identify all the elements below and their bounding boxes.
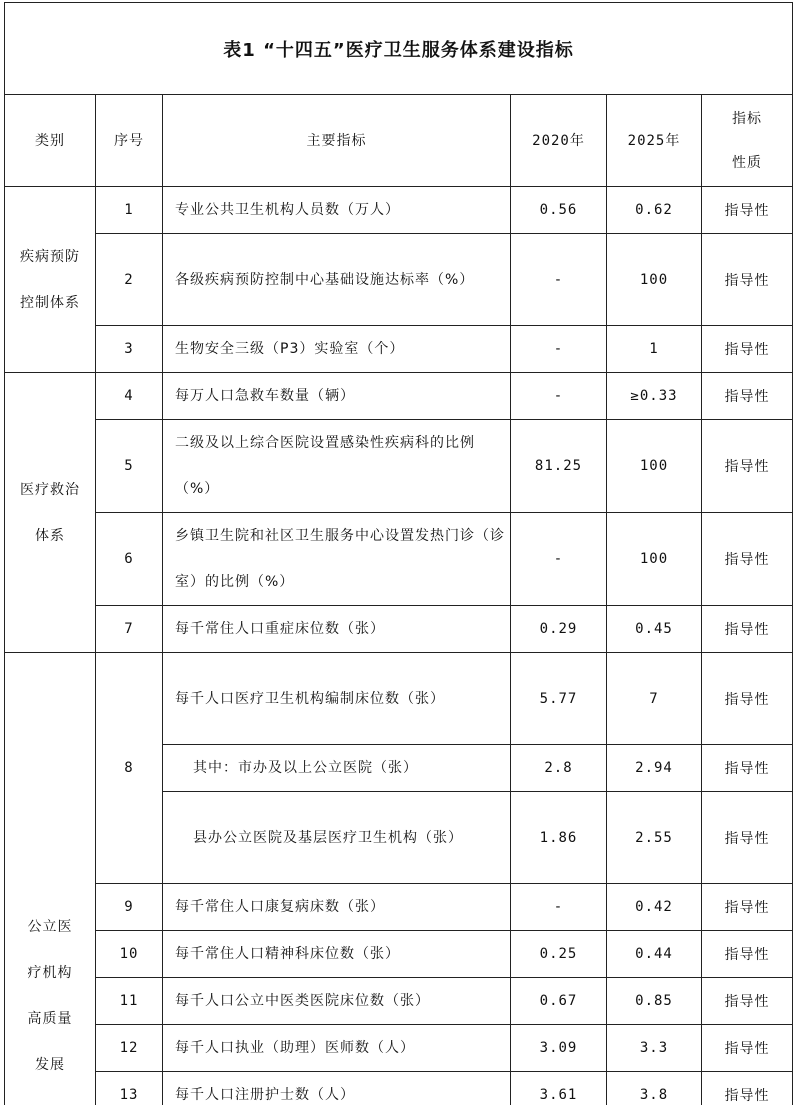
seq-cell: 3: [96, 326, 163, 373]
seq-cell: 10: [96, 931, 163, 978]
header-row: [5, 95, 793, 187]
value-2020-cell: 0.25: [511, 931, 607, 978]
seq-cell: 12: [96, 1025, 163, 1072]
seq-cell: 5: [96, 420, 163, 513]
nature-cell: 指导性: [702, 978, 793, 1025]
table-title: 表1 “十四五”医疗卫生服务体系建设指标: [5, 3, 793, 95]
header-indicator: 主要指标: [163, 95, 511, 187]
nature-cell: 指导性: [702, 745, 793, 792]
category-line: 高质量: [27, 1010, 73, 1027]
indicator-cell: 二级及以上综合医院设置感染性疾病科的比例（%）: [163, 420, 511, 513]
table-row: [5, 326, 793, 373]
value-2020-cell: 3.61: [511, 1072, 607, 1105]
category-line: 公立医: [27, 918, 73, 935]
nature-cell: 指导性: [702, 1072, 793, 1105]
category-line: 控制体系: [20, 294, 80, 311]
seq-cell: 8: [96, 653, 163, 884]
value-2025-cell: 1: [607, 326, 702, 373]
table-row: [5, 187, 793, 234]
header-category: 类别: [5, 95, 96, 187]
nature-cell: 指导性: [702, 513, 793, 606]
value-2020-cell: -: [511, 373, 607, 420]
table-row: [5, 653, 793, 745]
value-2020-cell: 5.77: [511, 653, 607, 745]
category-line: 发展: [35, 1056, 65, 1073]
nature-cell: 指导性: [702, 792, 793, 884]
value-2020-cell: 0.67: [511, 978, 607, 1025]
table-row: [5, 1072, 793, 1105]
table-row: [5, 513, 793, 606]
table-row: [5, 884, 793, 931]
category-line: 体系: [35, 527, 65, 544]
header-nature-line2: 性质: [732, 154, 762, 171]
value-2025-cell: 2.55: [607, 792, 702, 884]
seq-cell: 6: [96, 513, 163, 606]
seq-cell: 4: [96, 373, 163, 420]
nature-cell: 指导性: [702, 1025, 793, 1072]
value-2020-cell: 0.56: [511, 187, 607, 234]
nature-cell: 指导性: [702, 931, 793, 978]
value-2020-cell: -: [511, 326, 607, 373]
value-2025-cell: 7: [607, 653, 702, 745]
value-2020-cell: -: [511, 513, 607, 606]
nature-cell: 指导性: [702, 420, 793, 513]
table-row: [5, 234, 793, 326]
indicator-cell: 专业公共卫生机构人员数（万人）: [163, 187, 511, 234]
value-2025-cell: 0.45: [607, 606, 702, 653]
header-seq: 序号: [96, 95, 163, 187]
table-row: [5, 606, 793, 653]
indicator-cell: 各级疾病预防控制中心基础设施达标率（%）: [163, 234, 511, 326]
seq-cell: 13: [96, 1072, 163, 1105]
value-2025-cell: 2.94: [607, 745, 702, 792]
value-2020-cell: 1.86: [511, 792, 607, 884]
table-row: [5, 420, 793, 513]
table-row: [5, 931, 793, 978]
value-2020-cell: 0.29: [511, 606, 607, 653]
indicator-cell: 每万人口急救车数量（辆）: [163, 373, 511, 420]
value-2025-cell: 0.62: [607, 187, 702, 234]
indicator-cell: 县办公立医院及基层医疗卫生机构（张）: [163, 792, 511, 884]
nature-cell: 指导性: [702, 234, 793, 326]
category-line: 医疗救治: [20, 481, 80, 498]
value-2025-cell: 0.42: [607, 884, 702, 931]
nature-cell: 指导性: [702, 373, 793, 420]
category-medical-treatment: [5, 373, 96, 653]
indicator-cell: 乡镇卫生院和社区卫生服务中心设置发热门诊（诊室）的比例（%）: [163, 513, 511, 606]
indicator-cell: 每千人口注册护士数（人）: [163, 1072, 511, 1105]
nature-cell: 指导性: [702, 187, 793, 234]
value-2025-cell: 3.8: [607, 1072, 702, 1105]
value-2020-cell: 3.09: [511, 1025, 607, 1072]
value-2020-cell: -: [511, 884, 607, 931]
value-2025-cell: 0.85: [607, 978, 702, 1025]
category-disease-prevention: [5, 187, 96, 373]
value-2025-cell: 100: [607, 513, 702, 606]
value-2025-cell: 100: [607, 420, 702, 513]
category-line: 疗机构: [27, 964, 73, 981]
nature-cell: 指导性: [702, 653, 793, 745]
seq-cell: 2: [96, 234, 163, 326]
seq-cell: 1: [96, 187, 163, 234]
header-2020: 2020年: [511, 95, 607, 187]
category-line: 疾病预防: [20, 248, 80, 265]
header-2025: 2025年: [607, 95, 702, 187]
indicator-table: [4, 2, 793, 1105]
value-2025-cell: 100: [607, 234, 702, 326]
value-2025-cell: 0.44: [607, 931, 702, 978]
table-row: [5, 1025, 793, 1072]
value-2020-cell: -: [511, 234, 607, 326]
indicator-cell: 其中：市办及以上公立医院（张）: [163, 745, 511, 792]
indicator-cell: 生物安全三级（P3）实验室（个）: [163, 326, 511, 373]
indicator-cell: 每千人口医疗卫生机构编制床位数（张）: [163, 653, 511, 745]
header-nature-line1: 指标: [732, 110, 762, 127]
seq-cell: 11: [96, 978, 163, 1025]
indicator-cell: 每千人口执业（助理）医师数（人）: [163, 1025, 511, 1072]
nature-cell: 指导性: [702, 606, 793, 653]
value-2025-cell: 3.3: [607, 1025, 702, 1072]
indicator-cell: 每千常住人口康复病床数（张）: [163, 884, 511, 931]
nature-cell: 指导性: [702, 884, 793, 931]
category-public-hospital: [5, 653, 96, 1105]
nature-cell: 指导性: [702, 326, 793, 373]
seq-cell: 7: [96, 606, 163, 653]
value-2025-cell: ≥0.33: [607, 373, 702, 420]
value-2020-cell: 81.25: [511, 420, 607, 513]
header-nature: [702, 95, 793, 187]
table-row: [5, 978, 793, 1025]
table-row: [5, 373, 793, 420]
value-2020-cell: 2.8: [511, 745, 607, 792]
indicator-table-page: [4, 2, 794, 1105]
indicator-cell: 每千人口公立中医类医院床位数（张）: [163, 978, 511, 1025]
indicator-cell: 每千常住人口重症床位数（张）: [163, 606, 511, 653]
seq-cell: 9: [96, 884, 163, 931]
indicator-cell: 每千常住人口精神科床位数（张）: [163, 931, 511, 978]
